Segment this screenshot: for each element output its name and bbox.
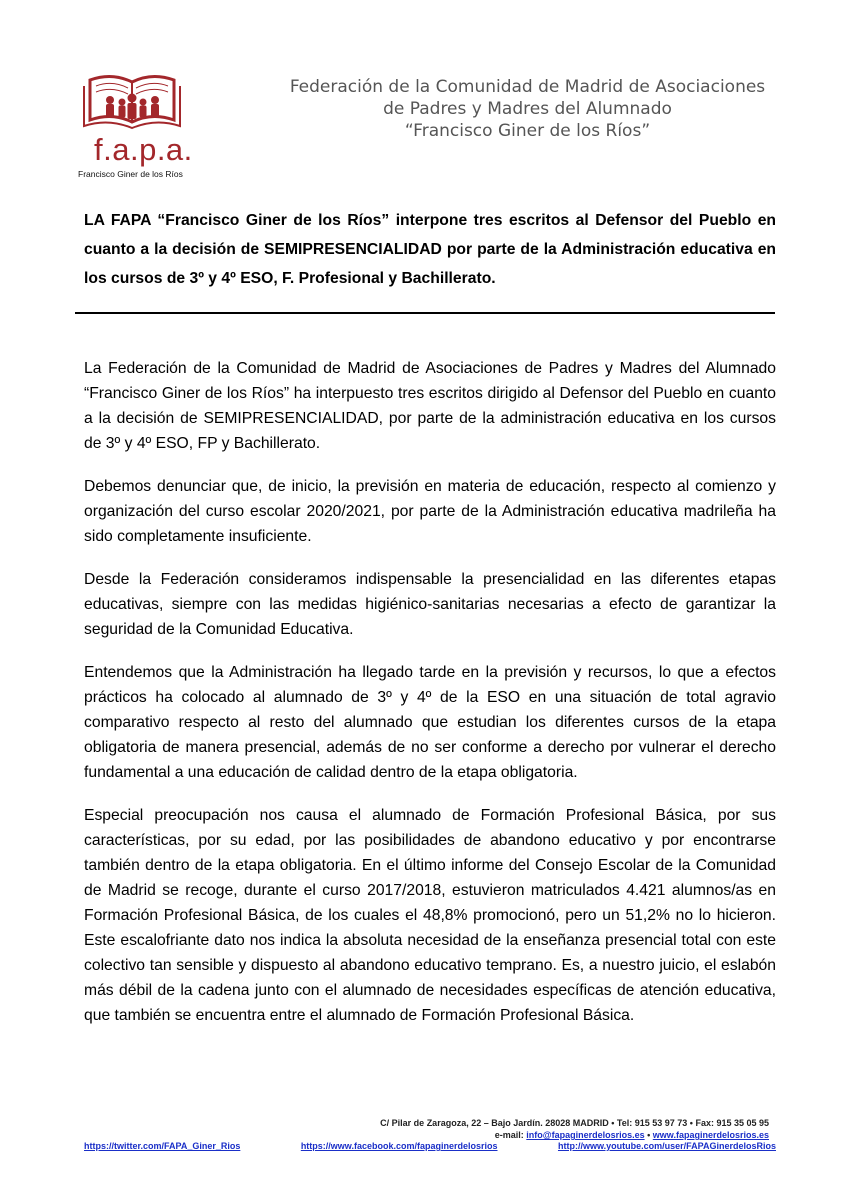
paragraph: Entendemos que la Administración ha llegado tarde en la previsión y recursos, lo que a efectos prácticos ha colocado al alumnado de 3º y 4º de la ESO en una situación de total agravio comparativo respecto al resto del alumnado que estudian los diferentes cursos de la etapa obligatoria de manera presencial, además de no ser conforme a derecho por vulnerar el derecho fundamental a una educación de calidad dentro de la etapa obligatoria. [84, 664, 776, 781]
paragraph: La Federación de la Comunidad de Madrid de Asociaciones de Padres y Madres del Alumnado “Francisco Giner de los Ríos” ha interpuesto tres escritos dirigido al Defensor del Pueblo en cuanto a la decisión de SEMIPRESENCIALIDAD, por parte de la administración educativa en los cursos de 3º y 4º ESO, FP y Bachillerato. [84, 360, 776, 452]
youtube-link[interactable]: http://www.youtube.com/user/FAPAGinerdelosRios [557, 1141, 776, 1151]
facebook-link[interactable]: https://www.facebook.com/fapaginerdelosrios [300, 1141, 498, 1151]
fapa-logo [72, 70, 192, 182]
footer-contact [380, 1117, 769, 1141]
headline-divider [75, 312, 775, 314]
letterhead-line-1: Federación de la Comunidad de Madrid de Asociaciones [289, 77, 766, 97]
footer-separator: • [647, 1130, 651, 1140]
paragraph: Desde la Federación consideramos indispensable la presencialidad en las diferentes etapas educativas, siempre con las medidas higiénico-sanitarias necesarias a efecto de garantizar la seguridad de la Comunidad Educativa. [84, 571, 776, 638]
website-link[interactable]: www.fapaginerdelosrios.es [652, 1130, 769, 1140]
footer-online [380, 1129, 769, 1141]
twitter-link[interactable]: https://twitter.com/FAPA_Giner_Rios [84, 1141, 241, 1151]
email-label: e-mail: [494, 1130, 524, 1140]
letterhead-line-2: de Padres y Madres del Alumnado [383, 99, 672, 119]
logo-subtitle: Francisco Giner de los Ríos [78, 169, 183, 179]
paragraph: Debemos denunciar que, de inicio, la previsión en materia de educación, respecto al comienzo y organización del curso escolar 2020/2021, por parte de la Administración educativa madrileña ha sido completamente insuficiente. [84, 478, 776, 545]
footer-address: C/ Pilar de Zaragoza, 22 – Bajo Jardín. 28028 MADRID • Tel: 915 53 97 73 • Fax: 915 35 05 95 [380, 1118, 769, 1128]
paragraph: Especial preocupación nos causa el alumnado de Formación Profesional Básica, por sus características, por su edad, por las posibilidades de abandono educativo y por encontrarse también dentro de la etapa obligatoria. En el último informe del Consejo Escolar de la Comunidad de Madrid se recoge, durante el curso 2017/2018, estuvieron matriculados 4.421 alumnos/as en Formación Profesional Básica, de los cuales el 48,8% promocionó, pero un 51,2% no lo hicieron. Este escalofriante dato nos indica la absoluta necesidad de la enseñanza presencial total con este colectivo tan sensible y dispuesto al abandono educativo temprano. Es, a nuestro juicio, el eslabón más débil de la cadena junto con el alumnado de necesidades específicas de atención educativa, que también se encuentra entre el alumnado de Formación Profesional Básica. [84, 807, 776, 1024]
email-link[interactable]: info@fapaginerdelosrios.es [526, 1130, 645, 1140]
logo-name: f.a.p.a. [94, 132, 193, 167]
letterhead-line-3: “Francisco Giner de los Ríos” [404, 121, 651, 141]
book-family-icon [72, 70, 192, 134]
article-body [84, 356, 776, 1046]
social-links [84, 1141, 776, 1151]
press-headline: LA FAPA “Francisco Giner de los Ríos” interpone tres escritos al Defensor del Pueblo en cuanto a la decisión de SEMIPRESENCIALIDAD por parte de la Administración educativa en los cursos de 3º y 4º ESO, F. Profesional y Bachillerato. [84, 212, 776, 287]
letterhead [250, 76, 805, 142]
